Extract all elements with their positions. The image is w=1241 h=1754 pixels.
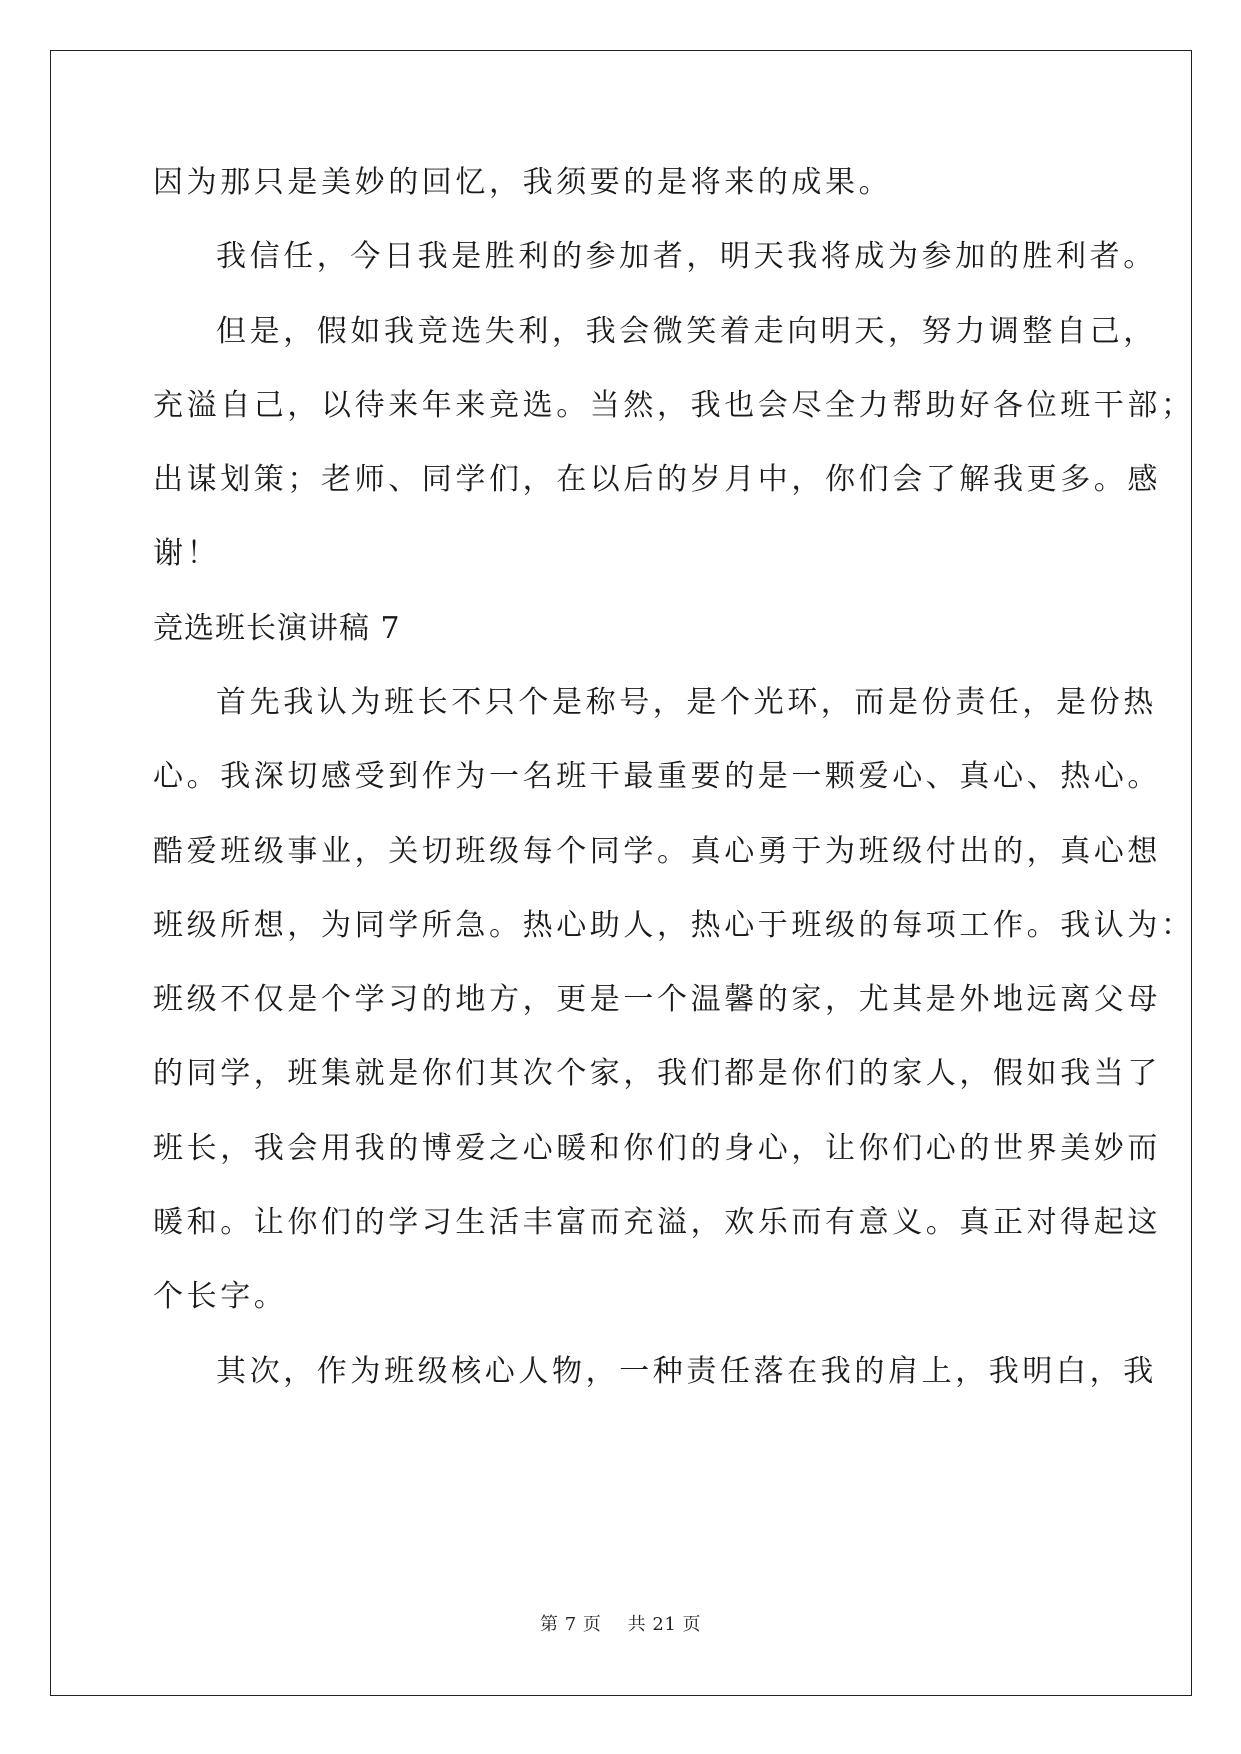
text-line: 充溢自己，以待来年来竞选。当然，我也会尽全力帮助好各位班干部； — [153, 388, 1195, 423]
page-footer — [0, 1614, 1241, 1636]
text-line: 因为那只是美妙的回忆，我须要的是将来的成果。 — [153, 165, 893, 200]
page-number-total: 共 21 页 — [627, 1614, 701, 1635]
text-line: 的同学，班集就是你们其次个家，我们都是你们的家人，假如我当了 — [153, 1056, 1161, 1091]
paragraph-line: 首先我认为班长不只个是称号，是个光环，而是份责任，是份热 — [216, 685, 1157, 720]
section-heading: 竞选班长演讲稿 7 — [153, 611, 401, 646]
text-line: 个长字。 — [153, 1279, 288, 1314]
page-frame — [50, 50, 1192, 1696]
text-line: 出谋划策；老师、同学们，在以后的岁月中，你们会了解我更多。感 — [153, 462, 1161, 497]
text-line: 心。我深切感受到作为一名班干最重要的是一颗爱心、真心、热心。 — [153, 759, 1161, 794]
paragraph-line: 但是，假如我竞选失利，我会微笑着走向明天，努力调整自己， — [216, 314, 1157, 349]
text-line: 谢！ — [153, 536, 221, 571]
text-line: 班级不仅是个学习的地方，更是一个温馨的家，尤其是外地远离父母 — [153, 982, 1161, 1017]
page-number-current: 第 7 页 — [540, 1614, 602, 1635]
text-line: 班长，我会用我的博爱之心暖和你们的身心，让你们心的世界美妙而 — [153, 1131, 1161, 1166]
paragraph-line: 我信任，今日我是胜利的参加者，明天我将成为参加的胜利者。 — [216, 239, 1157, 274]
text-line: 班级所想，为同学所急。热心助人，热心于班级的每项工作。我认为： — [153, 908, 1195, 943]
text-line: 暖和。让你们的学习生活丰富而充溢，欢乐而有意义。真正对得起这 — [153, 1205, 1161, 1240]
paragraph-line: 其次，作为班级核心人物，一种责任落在我的肩上，我明白，我 — [216, 1354, 1157, 1389]
text-line: 酷爱班级事业，关切班级每个同学。真心勇于为班级付出的，真心想 — [153, 834, 1161, 869]
